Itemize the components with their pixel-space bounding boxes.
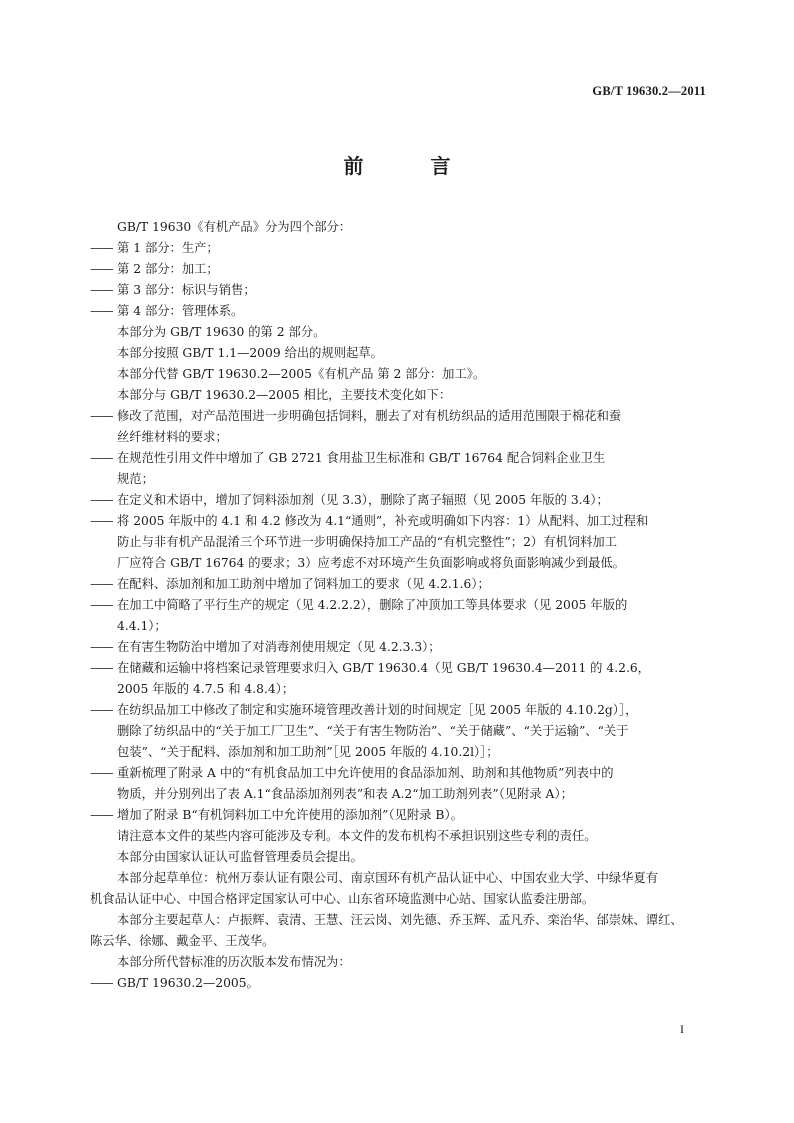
item-line: 第 1 部分：生产； (117, 241, 219, 255)
dash-marker: —— (90, 304, 113, 318)
item-line: 在有害生物防治中增加了对消毒剂使用规定（见 4.2.3.3）； (117, 640, 441, 654)
item-line: 在纺织品加工中修改了制定和实施环境管理改善计划的时间规定［见 2005 年版的 4.10.2g）］， (117, 703, 638, 717)
drafters-line-2: 陈云华、徐娜、戴金平、王茂华。 (90, 934, 275, 948)
item-text (117, 637, 706, 658)
item-text (117, 280, 706, 301)
item-text (117, 511, 706, 574)
change-item (90, 805, 706, 826)
item-text (117, 574, 706, 595)
item-line: 重新梳理了附录 A 中的“有机食品加工中允许使用的食品添加剂、助剂和其他物质”列表中的 (117, 766, 614, 780)
item-text (117, 700, 706, 763)
proposer-statement: 本部分由国家认证认可监督管理委员会提出。 (117, 850, 363, 864)
item-text (117, 805, 706, 826)
item-line: 4.4.1）； (117, 619, 167, 633)
item-text (117, 763, 706, 805)
dash-marker: —— (90, 976, 113, 990)
dash-marker: —— (90, 451, 113, 465)
part-item (90, 280, 706, 301)
drafters-paragraph (90, 910, 706, 952)
change-item (90, 700, 706, 763)
item-line: 物质，并分别列出了表 A.1“食品添加剂列表”和表 A.2“加工助剂列表”（见附录 A）； (117, 787, 573, 801)
item-line: 将 2005 年版中的 4.1 和 4.2 修改为 4.1“通则”，补充或明确如下内容：1）从配料、加工过程和 (117, 514, 649, 528)
item-line: GB/T 19630.2—2005。 (117, 976, 259, 990)
item-text (117, 406, 706, 448)
item-line: 第 3 部分：标识与销售； (117, 283, 256, 297)
item-line: 在加工中简略了平行生产的规定（见 4.2.2.2），删除了冲顶加工等具体要求（见 2005 年版的 (117, 598, 628, 612)
dash-marker: —— (90, 808, 113, 822)
history-item (90, 973, 706, 994)
item-line: 在定义和术语中，增加了饲料添加剂（见 3.3），删除了离子辐照（见 2005 年版的 3.4）； (117, 493, 609, 507)
dash-marker: —— (90, 661, 113, 675)
dash-marker: —— (90, 409, 113, 423)
history-intro: 本部分所代替标准的历次版本发布情况为： (117, 955, 351, 969)
changes-list (90, 406, 706, 826)
item-line: 包装”、“关于配料、添加剂和加工助剂”［见 2005 年版的 4.10.2l）］； (117, 745, 499, 759)
change-item (90, 406, 706, 448)
drafting-units-line-2: 机食品认证中心、中国合格评定国家认可中心、山东省环境监测中心站、国家认监委注册部。 (90, 892, 595, 906)
item-line: 第 2 部分：加工； (117, 262, 219, 276)
dash-marker: —— (90, 493, 113, 507)
dash-marker: —— (90, 598, 113, 612)
item-text (117, 448, 706, 490)
change-item (90, 595, 706, 637)
item-line: 在规范性引用文件中增加了 GB 2721 食用盐卫生标准和 GB/T 16764 配合饲料企业卫生 (117, 451, 606, 465)
change-item (90, 763, 706, 805)
drafting-units-paragraph (90, 868, 706, 910)
dash-marker: —— (90, 640, 113, 654)
standard-number: GB/T 19630.2—2011 (592, 84, 706, 98)
item-text (117, 238, 706, 259)
change-item (90, 511, 706, 574)
dash-marker: —— (90, 703, 113, 717)
item-line: 删除了纺织品中的“关于加工厂卫生”、“关于有害生物防治”、“关于储藏”、“关于运输”、“关于 (117, 724, 629, 738)
item-text (117, 490, 706, 511)
change-item (90, 637, 706, 658)
statement-paragraph: 本部分代替 GB/T 19630.2—2005《有机产品 第 2 部分：加工》。 (117, 367, 486, 381)
item-text (117, 595, 706, 637)
intro-paragraph: GB/T 19630《有机产品》分为四个部分： (117, 220, 352, 234)
history-list (90, 973, 706, 994)
item-line: 在储藏和运输中将档案记录管理要求归入 GB/T 19630.4（见 GB/T 19630.4—2011 的 4.2.6， (117, 661, 650, 675)
change-item (90, 448, 706, 490)
dash-marker: —— (90, 283, 113, 297)
change-item (90, 658, 706, 700)
dash-marker: —— (90, 577, 113, 591)
part-item (90, 301, 706, 322)
item-line: 规范； (117, 472, 154, 486)
drafting-units-line-1: 本部分起草单位：杭州万泰认证有限公司、南京国环有机产品认证中心、中国农业大学、中绿华夏有 (117, 871, 659, 885)
item-line: 2005 年版的 4.7.5 和 4.8.4）； (117, 682, 295, 696)
item-line: 增加了附录 B“有机饲料加工中允许使用的添加剂”（见附录 B）。 (117, 808, 463, 822)
dash-marker: —— (90, 241, 113, 255)
item-line: 在配料、添加剂和加工助剂中增加了饲料加工的要求（见 4.2.1.6）； (117, 577, 490, 591)
item-line: 厂应符合 GB/T 16764 的要求；3）应考虑不对环境产生负面影响或将负面影响减少到最低。 (117, 556, 625, 570)
dash-marker: —— (90, 514, 113, 528)
patent-notice: 请注意本文件的某些内容可能涉及专利。本文件的发布机构不承担识别这些专利的责任。 (117, 829, 597, 843)
foreword-body (90, 217, 706, 994)
item-line: 丝纤维材料的要求； (117, 430, 228, 444)
change-item (90, 574, 706, 595)
item-text (117, 973, 706, 994)
change-item (90, 490, 706, 511)
dash-marker: —— (90, 766, 113, 780)
item-line: 第 4 部分：管理体系。 (117, 304, 244, 318)
part-item (90, 259, 706, 280)
statements-block (90, 322, 706, 406)
statement-paragraph: 本部分为 GB/T 19630 的第 2 部分。 (117, 325, 326, 339)
part-item (90, 238, 706, 259)
page-number: I (680, 1022, 684, 1036)
item-text (117, 658, 706, 700)
dash-marker: —— (90, 262, 113, 276)
statement-paragraph: 本部分与 GB/T 19630.2—2005 相比，主要技术变化如下： (117, 388, 452, 402)
parts-list (90, 238, 706, 322)
statement-paragraph: 本部分按照 GB/T 1.1—2009 给出的规则起草。 (117, 346, 383, 360)
drafters-line-1: 本部分主要起草人：卢振辉、袁清、王慧、汪云岗、刘先德、乔玉辉、孟凡乔、栾治华、邰崇妹、谭红、 (117, 913, 683, 927)
item-text (117, 259, 706, 280)
item-line: 防止与非有机产品混淆三个环节进一步明确保持加工产品的“有机完整性”；2）有机饲料加工 (117, 535, 617, 549)
page-title: 前 言 (343, 154, 481, 178)
item-line: 修改了范围，对产品范围进一步明确包括饲料，删去了对有机纺织品的适用范围限于棉花和蚕 (117, 409, 622, 423)
item-text (117, 301, 706, 322)
